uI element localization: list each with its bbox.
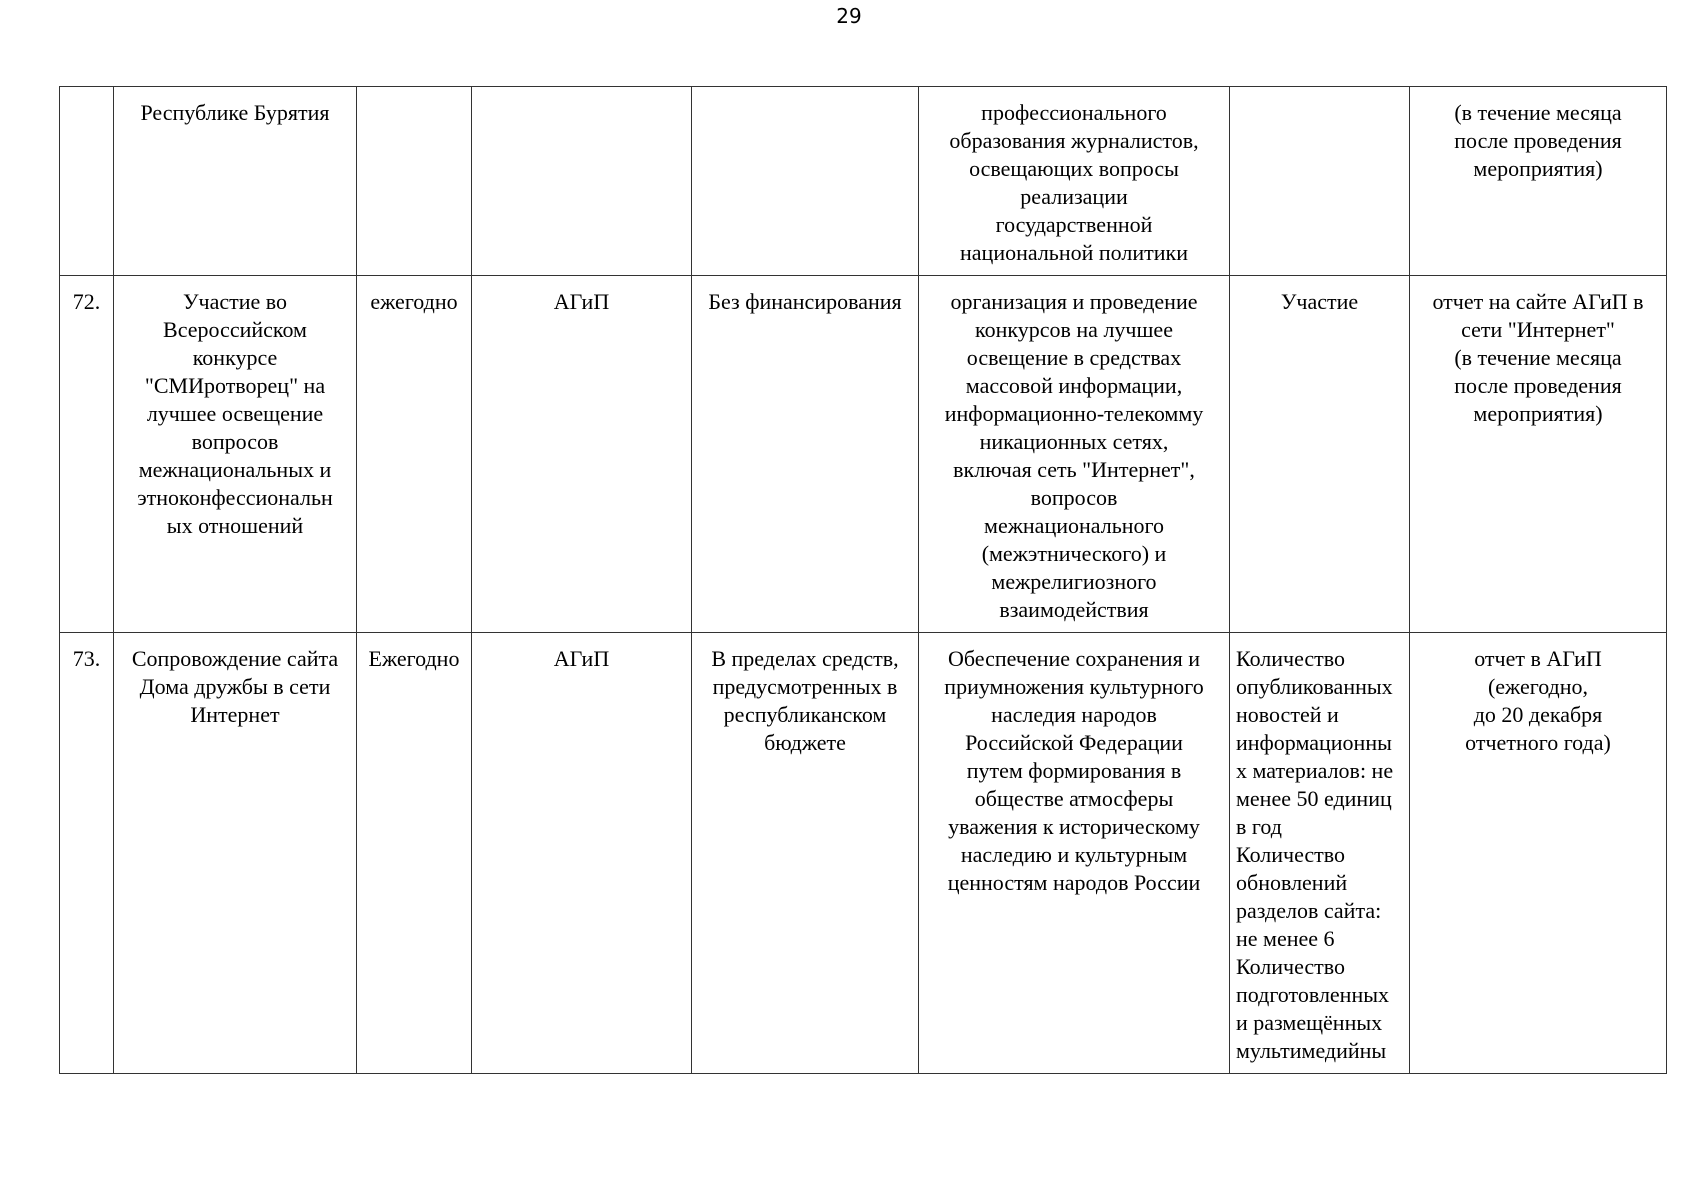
- cell-text-line: обществе атмосферы: [974, 786, 1174, 811]
- cell-text-line: менее 50 единиц: [1236, 786, 1392, 811]
- cell-text-line: Интернет: [190, 702, 280, 727]
- cell-text-line: (в течение месяца: [1454, 345, 1622, 370]
- row-number-cell: [60, 633, 114, 1074]
- cell-text-line: уважения к историческому: [948, 814, 1200, 839]
- cell-text-line: Обеспечение сохранения и: [948, 646, 1200, 671]
- cell-text-line: информационны: [1236, 730, 1392, 755]
- cell-text-line: предусмотренных в: [712, 674, 898, 699]
- indicator-cell: [1230, 276, 1410, 633]
- cell-text-line: массовой информации,: [965, 373, 1183, 398]
- cell-text-line: до 20 декабря: [1473, 702, 1603, 727]
- cell-text-line: республиканском: [723, 702, 887, 727]
- cell-text-line: конкурсов на лучшее: [975, 317, 1173, 342]
- period-cell: [357, 276, 472, 633]
- page-number: 29: [836, 4, 862, 28]
- cell-text-line: 73.: [72, 646, 101, 671]
- row-number-cell: [60, 87, 114, 276]
- cell-text-line: вопросов: [191, 429, 279, 454]
- cell-text-line: Российской Федерации: [965, 730, 1183, 755]
- cell-text-line: Республике Бурятия: [140, 100, 330, 125]
- cell-text-line: мероприятия): [1473, 401, 1603, 426]
- cell-text-line: бюджете: [764, 730, 846, 755]
- cell-text-line: В пределах средств,: [711, 646, 899, 671]
- cell-text-line: (межэтнического) и: [981, 541, 1167, 566]
- cell-text-line: подготовленных: [1236, 982, 1390, 1007]
- cell-text-line: приумножения культурного: [944, 674, 1204, 699]
- executor-cell: [472, 633, 692, 1074]
- cell-text-line: лучшее освещение: [146, 401, 324, 426]
- cell-text-line: Дома дружбы в сети: [139, 674, 331, 699]
- cell-text-line: путем формирования в: [966, 758, 1182, 783]
- table-row: [60, 276, 1667, 633]
- cell-text-line: вопросов: [1030, 485, 1118, 510]
- cell-text-line: наследию и культурным: [960, 842, 1188, 867]
- period-cell: [357, 87, 472, 276]
- activity-name-cell: [114, 633, 357, 1074]
- cell-text-line: конкурсе: [192, 345, 278, 370]
- table-row: [60, 87, 1667, 276]
- cell-text-line: не менее 6: [1236, 926, 1335, 951]
- cell-text-line: и размещённых: [1236, 1010, 1383, 1035]
- report-cell: [1410, 633, 1667, 1074]
- row-number-cell: [60, 276, 114, 633]
- cell-text-line: Количество: [1236, 646, 1346, 671]
- financing-cell: [692, 87, 919, 276]
- cell-text-line: после проведения: [1454, 128, 1622, 153]
- cell-text-line: Без финансирования: [708, 289, 902, 314]
- activity-name-cell: [114, 276, 357, 633]
- cell-text-line: разделов сайта:: [1236, 898, 1382, 923]
- executor-cell: [472, 87, 692, 276]
- report-cell: [1410, 276, 1667, 633]
- cell-text-line: освещение в средствах: [966, 345, 1182, 370]
- cell-text-line: в год: [1236, 814, 1282, 839]
- table-row: [60, 633, 1667, 1074]
- cell-text-line: этноконфессиональн: [137, 485, 333, 510]
- indicator-cell: [1230, 87, 1410, 276]
- financing-cell: [692, 633, 919, 1074]
- cell-text-line: межрелигиозного: [991, 569, 1157, 594]
- cell-text-line: наследия народов: [991, 702, 1157, 727]
- cell-text-line: АГиП: [553, 289, 610, 314]
- cell-text-line: (в течение месяца: [1454, 100, 1622, 125]
- executor-cell: [472, 276, 692, 633]
- cell-text-line: Сопровождение сайта: [131, 646, 339, 671]
- cell-text-line: новостей и: [1236, 702, 1339, 727]
- cell-text-line: организация и проведение: [950, 289, 1198, 314]
- cell-text-line: Количество: [1236, 954, 1346, 979]
- result-cell: [919, 87, 1230, 276]
- cell-text-line: опубликованных: [1236, 674, 1393, 699]
- result-cell: [919, 633, 1230, 1074]
- cell-text-line: "СМИротворец" на: [144, 373, 326, 398]
- cell-text-line: отчет в АГиП: [1474, 646, 1602, 671]
- cell-text-line: профессионального: [981, 100, 1167, 125]
- activities-table: [59, 86, 1667, 1074]
- indicator-cell: [1230, 633, 1410, 1074]
- cell-text-line: мультимедийны: [1236, 1038, 1387, 1063]
- report-cell: [1410, 87, 1667, 276]
- cell-text-line: взаимодействия: [999, 597, 1149, 622]
- cell-text-line: никационных сетях,: [979, 429, 1169, 454]
- cell-text-line: АГиП: [553, 646, 610, 671]
- cell-text-line: реализации: [1020, 184, 1128, 209]
- cell-text-line: после проведения: [1454, 373, 1622, 398]
- cell-text-line: образования журналистов,: [949, 128, 1199, 153]
- result-cell: [919, 276, 1230, 633]
- cell-text-line: информационно-телекомму: [944, 401, 1204, 426]
- cell-text-line: отчет на сайте АГиП в: [1432, 289, 1644, 314]
- cell-text-line: ых отношений: [166, 513, 304, 538]
- cell-text-line: ежегодно: [370, 289, 458, 314]
- cell-text-line: освещающих вопросы: [969, 156, 1179, 181]
- activity-name-cell: [114, 87, 357, 276]
- cell-text-line: государственной: [995, 212, 1153, 237]
- cell-text-line: обновлений: [1236, 870, 1348, 895]
- cell-text-line: Ежегодно: [368, 646, 460, 671]
- cell-text-line: межнационального: [984, 513, 1164, 538]
- financing-cell: [692, 276, 919, 633]
- cell-text-line: х материалов: не: [1236, 758, 1394, 783]
- cell-text-line: (ежегодно,: [1487, 674, 1589, 699]
- cell-text-line: ценностям народов России: [947, 870, 1201, 895]
- cell-text-line: Участие: [1280, 289, 1359, 314]
- cell-text-line: включая сеть "Интернет",: [953, 457, 1195, 482]
- cell-text-line: 72.: [72, 289, 101, 314]
- period-cell: [357, 633, 472, 1074]
- cell-text-line: отчетного года): [1465, 730, 1611, 755]
- cell-text-line: мероприятия): [1473, 156, 1603, 181]
- cell-text-line: сети "Интернет": [1461, 317, 1615, 342]
- cell-text-line: Всероссийском: [163, 317, 307, 342]
- cell-text-line: национальной политики: [960, 240, 1188, 265]
- cell-text-line: Количество: [1236, 842, 1346, 867]
- cell-text-line: Участие во: [182, 289, 288, 314]
- table-body: [60, 87, 1667, 1074]
- cell-text-line: межнациональных и: [138, 457, 332, 482]
